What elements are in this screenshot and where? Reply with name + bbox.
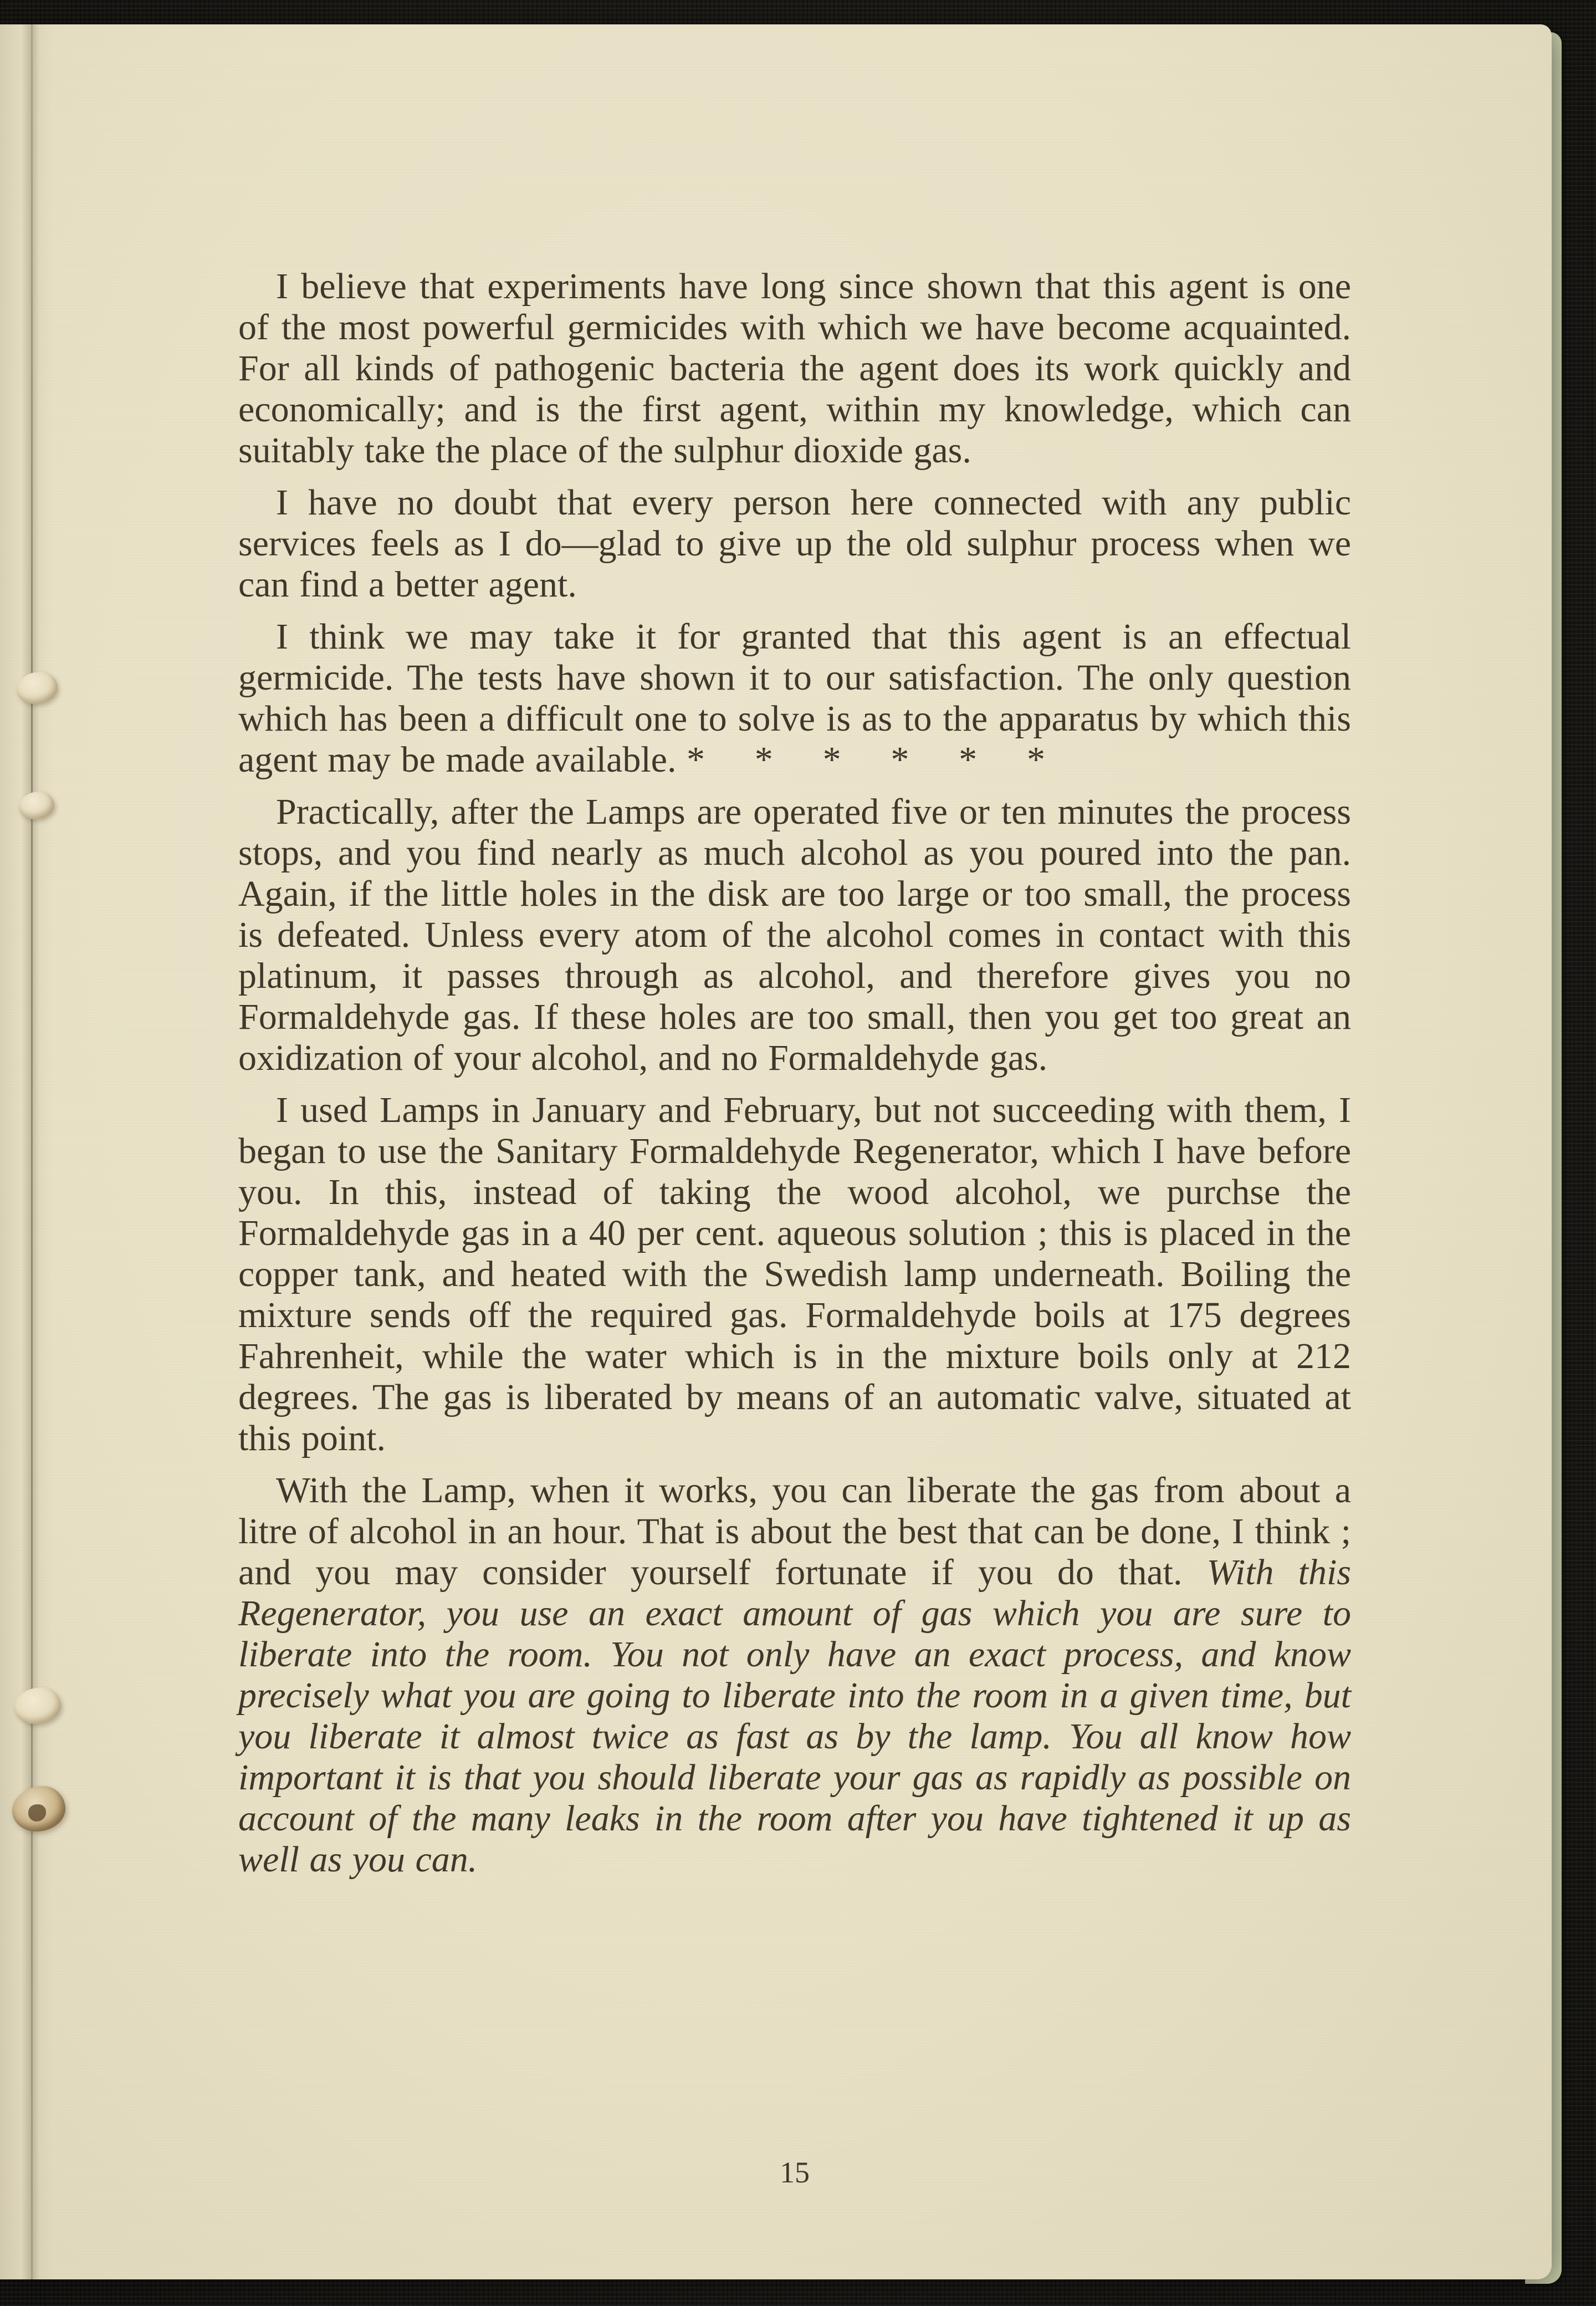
paragraph-6-italic-text: With this Regenerator, you use an exact amount of gas which you are sure to liberate into the room. You not only have an exact process, and know precisely what you are going to liberate into the room in a given time, but you liberate it almost twice as fast as by the lamp. You all know how important it is that you should liberate your gas as rapidly as possible on account of the many leaks in the room after you have tightened it up as well as you can. <box>238 1552 1351 1880</box>
paragraph-2-text: I have no doubt that every person here connected with any public services feels as I do—glad to give up the old sulphur process when we can find a better agent. <box>238 482 1351 605</box>
paragraph-5 <box>238 1090 1351 1459</box>
paragraph-4-text: Practically, after the Lamps are operated five or ten minutes the process stops, and you find nearly as much alcohol as you poured into the pan. Again, if the little holes in the disk are too large or too small, the process is defeated. Unless every atom of the alcohol comes in contact with this platinum, it passes through as alcohol, and therefore gives you no Formaldehyde gas. If these holes are too small, then you get too great an oxidization of your alcohol, and no Formaldehyde gas. <box>238 792 1351 1078</box>
paragraph-1 <box>238 266 1351 471</box>
page-text-block <box>238 266 1351 1880</box>
paragraph-1-text: I believe that experiments have long since shown that this agent is one of the most powerful germicides with which we have become acquainted. For all kinds of pathogenic bacteria the agent does its work quickly and economically; and is the first agent, within my knowledge, which can suitably take the place of the sulphur dioxide gas. <box>238 266 1351 471</box>
paragraph-2 <box>238 482 1351 605</box>
page-number: 15 <box>780 2156 810 2189</box>
paragraph-6-text: With the Lamp, when it works, you can liberate the gas from about a litre of alcohol in an hour. That is about the best that can be done, I think ; and you may consider yourself fortunate if you do that. <box>238 1470 1351 1593</box>
paragraph-5-text: I used Lamps in January and February, but not succeeding with them, I began to use the Sanitary Formaldehyde Regenerator, which I have before you. In this, instead of taking the wood alcohol, we purchse the Formaldehyde gas in a 40 per cent. aqueous solution ; this is placed in the copper tank, and heated with the Swedish lamp underneath. Boiling the mixture sends off the required gas. Formaldehyde boils at 175 degrees Fahrenheit, while the water which is in the mixture boils only at 212 degrees. The gas is liberated by means of an automatic valve, situated at this point. <box>238 1090 1351 1458</box>
book-page <box>0 24 1552 2279</box>
paragraph-4 <box>238 792 1351 1079</box>
binding-crease <box>31 24 33 2279</box>
paragraph-3-text: I think we may take it for granted that this agent is an effectual germicide. The tests have shown it to our satisfaction. The only question which has been a difficult one to solve is as to the apparatus by which this agent may be made available. <box>238 616 1351 780</box>
paragraph-6 <box>238 1470 1351 1880</box>
page-gutter-shade <box>0 24 53 2279</box>
paragraph-3 <box>238 616 1351 780</box>
asterisk-row: * * * * * * <box>686 739 1046 780</box>
